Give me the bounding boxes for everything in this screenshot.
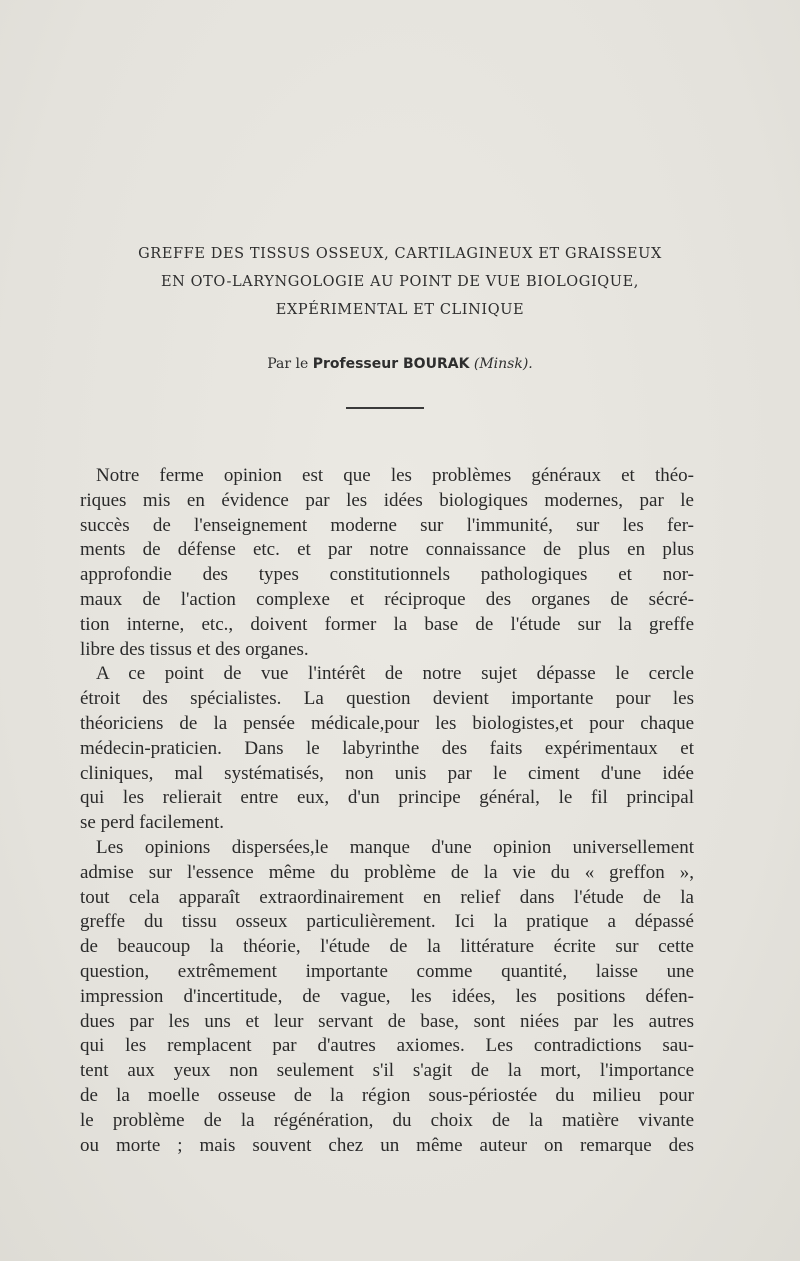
text-line: greffe du tissu osseux particulièrement. Ici la pratique a dépassé: [80, 911, 694, 933]
text-line: théoriciens de la pensée médicale,pour les biologistes,et pour chaque: [80, 712, 694, 734]
text-line: ments de défense etc. et par notre connaissance de plus en plus: [80, 539, 694, 561]
article-title-line-2: EN OTO-LARYNGOLOGIE AU POINT DE VUE BIOLOGIQUE,: [160, 274, 640, 290]
title-divider: [346, 407, 424, 409]
text-line: approfondie des types constitutionnels pathologiques et nor-: [80, 564, 694, 586]
byline: [60, 356, 740, 372]
text-line: médecin-praticien. Dans le labyrinthe des faits expérimentaux et: [80, 737, 694, 759]
byline-prefix: Par le: [267, 356, 309, 372]
author-name: Professeur BOURAK: [312, 356, 470, 372]
text-line: A ce point de vue l'intérêt de notre sujet dépasse le cercle: [96, 663, 694, 685]
text-line: maux de l'action complexe et réciproque des organes de sécré-: [80, 588, 694, 610]
text-line: qui les relierait entre eux, d'un principe général, le fil principal: [80, 787, 694, 809]
text-line: question, extrêmement importante comme quantité, laisse une: [80, 960, 694, 982]
text-line: ou morte ; mais souvent chez un même auteur on remarque des: [80, 1134, 694, 1156]
text-line: tent aux yeux non seulement s'il s'agit de la mort, l'importance: [80, 1060, 694, 1082]
text-line: tout cela apparaît extraordinairement en relief dans l'étude de la: [80, 886, 694, 908]
text-line: libre des tissus et des organes.: [80, 638, 309, 660]
text-line: Notre ferme opinion est que les problèmes généraux et théo-: [96, 465, 694, 486]
text-line: se perd facilement.: [80, 812, 225, 834]
text-line: Les opinions dispersées,le manque d'une opinion universellement: [96, 836, 694, 858]
text-line: impression d'incertitude, de vague, les idées, les positions défen-: [80, 985, 694, 1007]
text-line: cliniques, mal systématisés, non unis par le ciment d'une idée: [80, 762, 694, 784]
text-line: dues par les uns et leur servant de base, sont niées par les autres: [80, 1010, 694, 1032]
text-line: le problème de la régénération, du choix de la matière vivante: [80, 1109, 694, 1131]
text-line: de beaucoup la théorie, l'étude de la littérature écrite sur cette: [80, 936, 694, 958]
text-line: étroit des spécialistes. La question devient importante pour les: [80, 688, 694, 710]
text-line: admise sur l'essence même du problème de la vie du « greffon »,: [80, 861, 694, 883]
body-text: [80, 464, 694, 1158]
author-city: (Minsk).: [473, 356, 533, 372]
article-title-line-1: GREFFE DES TISSUS OSSEUX, CARTILAGINEUX ET GRAISSEUX: [138, 246, 662, 262]
text-line: succès de l'enseignement moderne sur l'immunité, sur les fer-: [80, 514, 694, 536]
text-line: tion interne, etc., doivent former la base de l'étude sur la greffe: [80, 613, 694, 635]
text-line: de la moelle osseuse de la région sous-périostée du milieu pour: [80, 1084, 694, 1106]
text-line: riques mis en évidence par les idées biologiques modernes, par le: [80, 489, 694, 511]
article-title-line-3: EXPÉRIMENTAL ET CLINIQUE: [275, 302, 525, 318]
text-line: qui les remplacent par d'autres axiomes. Les contradictions sau-: [80, 1035, 694, 1057]
